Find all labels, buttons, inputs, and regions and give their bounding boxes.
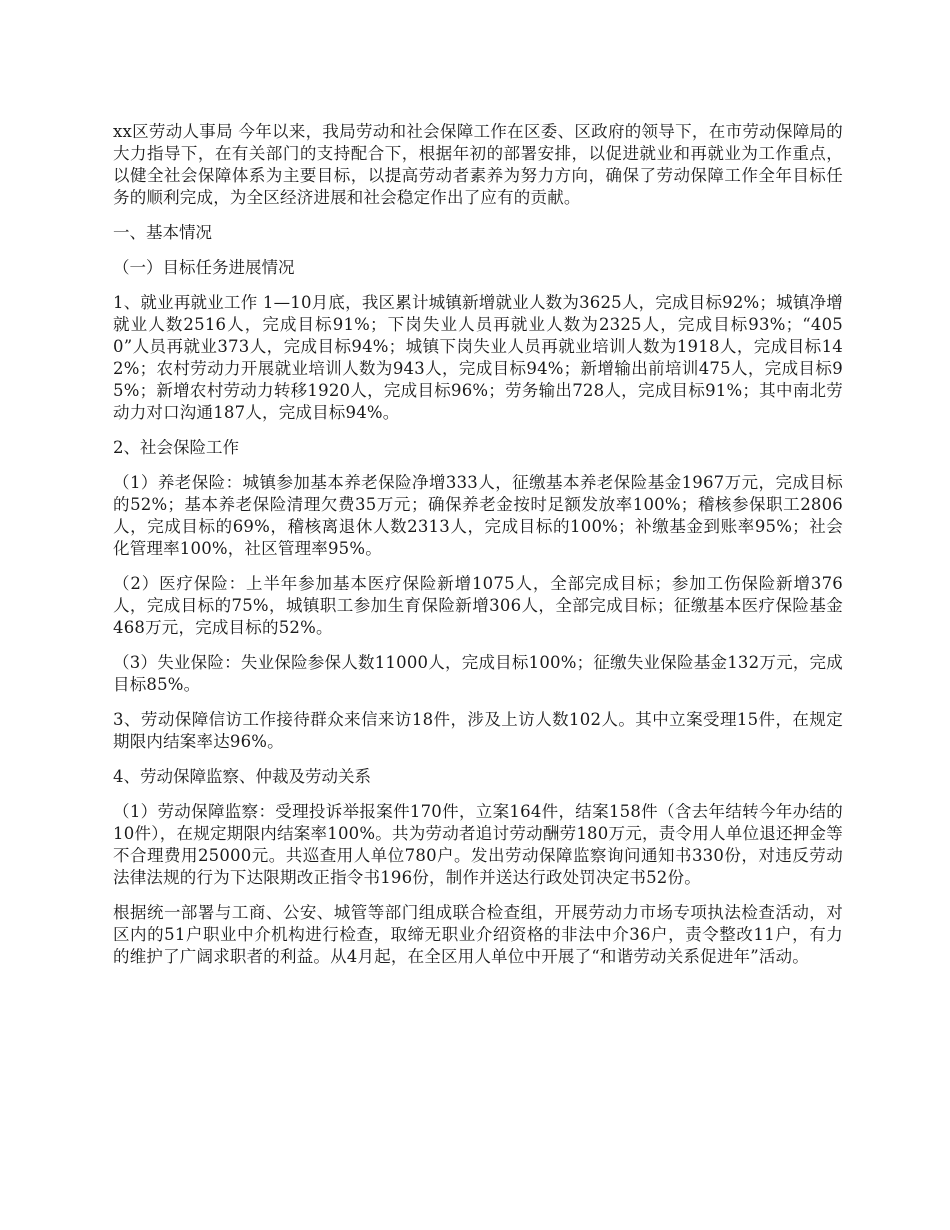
section-heading-basic-situation: 一、基本情况 [113,223,212,242]
supervision-heading: 4、劳动保障监察、仲裁及劳动关系 [113,767,371,786]
subsection-heading-target-progress: （一）目标任务进展情况 [113,258,295,277]
document-page [113,121,843,981]
employment-paragraph: 1、就业再就业工作 1—10月底，我区累计城镇新增就业人数为3625人，完成目标92%；城镇净增就业人数2516人，完成目标91%；下岗失业人员再就业人数为2325人，完成目标93%；“4050”人员再就业373人，完成目标94%；城镇下岗失业人员再就业培训人数为1918人，完成目标142%；农村劳动力开展就业培训人数为943人，完成目标94%；新增输出前培训475人，完成目标95%；新增农村劳动力转移1920人，完成目标96%；劳务输出728人，完成目标91%；其中南北劳动力对口沟通187人，完成目标94%。 [113,293,843,422]
unemployment-insurance-paragraph: （3）失业保险：失业保险参保人数11000人，完成目标100%；征缴失业保险基金132万元，完成目标85%。 [113,653,843,694]
intro-paragraph: xx区劳动人事局 今年以来，我局劳动和社会保障工作在区委、区政府的领导下，在市劳动保障局的大力指导下，在有关部门的支持配合下，根据年初的部署安排，以促进就业和再就业为工作重点，以健全社会保障体系为主要目标，以提高劳动者素养为努力方向，确保了劳动保障工作全年目标任务的顺利完成，为全区经济进展和社会稳定作出了应有的贡献。 [113,122,843,207]
pension-insurance-paragraph: （1）养老保险：城镇参加基本养老保险净增333人，征缴基本养老保险基金1967万元，完成目标的52%；基本养老保险清理欠费35万元；确保养老金按时足额发放率100%；稽核参保职工2806人，完成目标的69%，稽核离退休人数2313人，完成目标的100%；补缴基金到账率95%；社会化管理率100%，社区管理率95%。 [113,473,843,558]
social-insurance-heading: 2、社会保险工作 [113,438,239,457]
labor-supervision-paragraph: （1）劳动保障监察：受理投诉举报案件170件，立案164件，结案158件（含去年结转今年办结的10件），在规定期限内结案率100%。共为劳动者追讨劳动酬劳180万元，责令用人单位退还押金等不合理费用25000元。共巡查用人单位780户。发出劳动保障监察询问通知书330份，对违反劳动法律法规的行为下达限期改正指令书196份，制作并送达行政处罚决定书52份。 [113,802,843,887]
medical-insurance-paragraph: （2）医疗保险：上半年参加基本医疗保险新增1075人，全部完成目标；参加工伤保险新增376人，完成目标的75%，城镇职工参加生育保险新增306人，全部完成目标；征缴基本医疗保险基金468万元，完成目标的52%。 [113,574,843,637]
petition-paragraph: 3、劳动保障信访工作接待群众来信来访18件，涉及上访人数102人。其中立案受理15件，在规定期限内结案率达96%。 [113,710,843,751]
closing-paragraph: 根据统一部署与工商、公安、城管等部门组成联合检查组，开展劳动力市场专项执法检查活动，对区内的51户职业中介机构进行检查，取缔无职业介绍资格的非法中介36户，责令整改11户，有力的维护了广阔求职者的利益。从4月起，在全区用人单位中开展了“和谐劳动关系促进年”活动。 [113,903,843,966]
